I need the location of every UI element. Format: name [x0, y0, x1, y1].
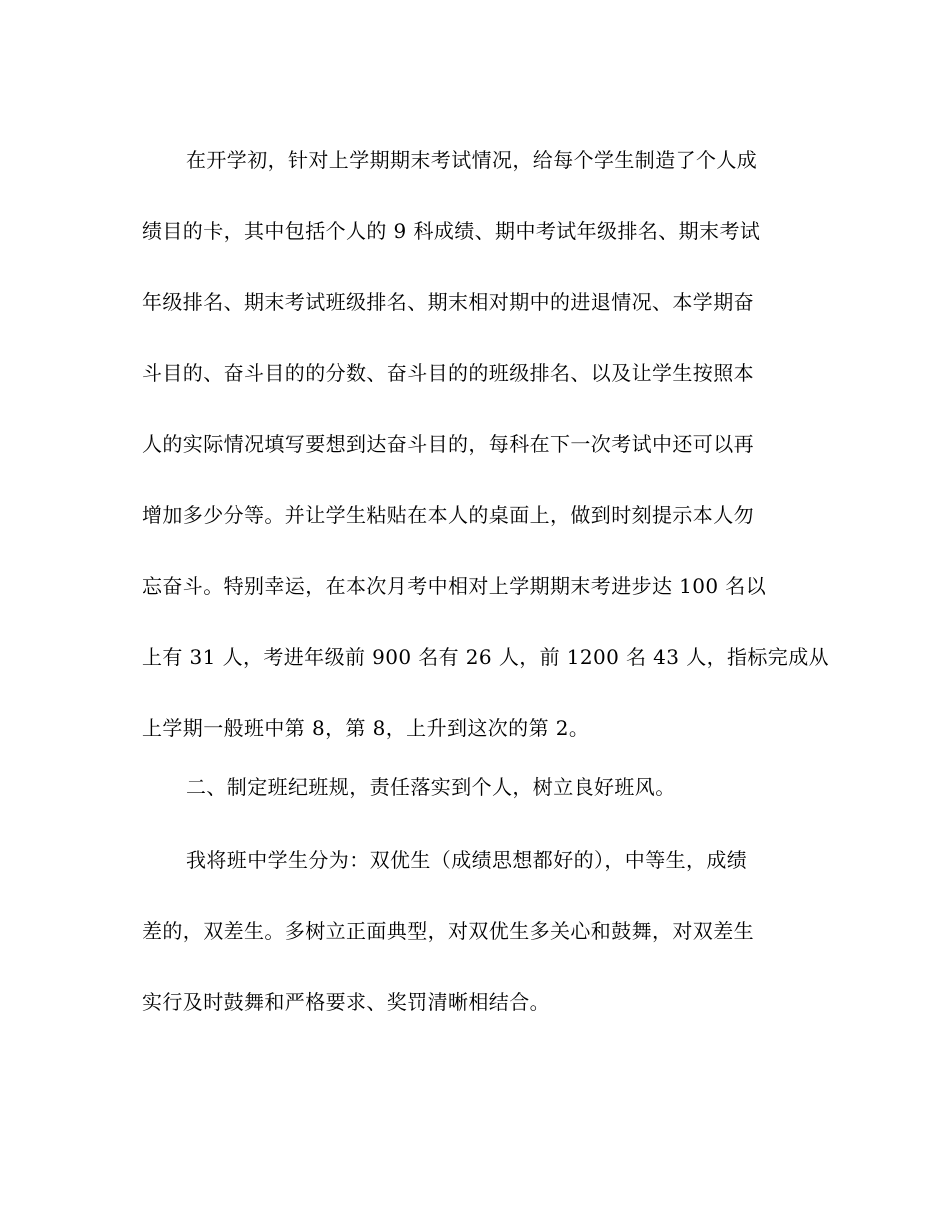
paragraph-1-line-9: 上学期一般班中第 8，第 8，上升到这次的第 2。	[142, 716, 590, 740]
section-heading: 二、制定班纪班规，责任落实到个人，树立良好班风。	[186, 775, 676, 799]
paragraph-1-line-2: 绩目的卡，其中包括个人的 9 科成绩、期中考试年级排名、期末考试	[142, 219, 761, 243]
paragraph-2-line-1: 我将班中学生分为：双优生（成绩思想都好的），中等生，成绩	[186, 848, 748, 872]
paragraph-1-line-7: 忘奋斗。特别幸运，在本次月考中相对上学期期末考进步达 100 名以	[142, 574, 767, 598]
paragraph-1-line-4: 斗目的、奋斗目的的分数、奋斗目的的班级排名、以及让学生按照本	[142, 361, 754, 385]
paragraph-2-line-2: 差的，双差生。多树立正面典型，对双优生多关心和鼓舞，对双差生	[142, 919, 754, 943]
paragraph-1-line-3: 年级排名、期末考试班级排名、期末相对期中的进退情况、本学期奋	[142, 290, 754, 314]
paragraph-1-line-8: 上有 31 人，考进年级前 900 名有 26 人，前 1200 名 43 人，指标完成从	[142, 645, 829, 669]
paragraph-1-line-6: 增加多少分等。并让学生粘贴在本人的桌面上，做到时刻提示本人勿	[142, 503, 754, 527]
paragraph-2-line-3: 实行及时鼓舞和严格要求、奖罚清晰相结合。	[142, 990, 550, 1014]
paragraph-1-line-5: 人的实际情况填写要想到达奋斗目的，每科在下一次考试中还可以再	[142, 432, 754, 456]
paragraph-1-line-1: 在开学初，针对上学期期末考试情况，给每个学生制造了个人成	[186, 148, 758, 172]
